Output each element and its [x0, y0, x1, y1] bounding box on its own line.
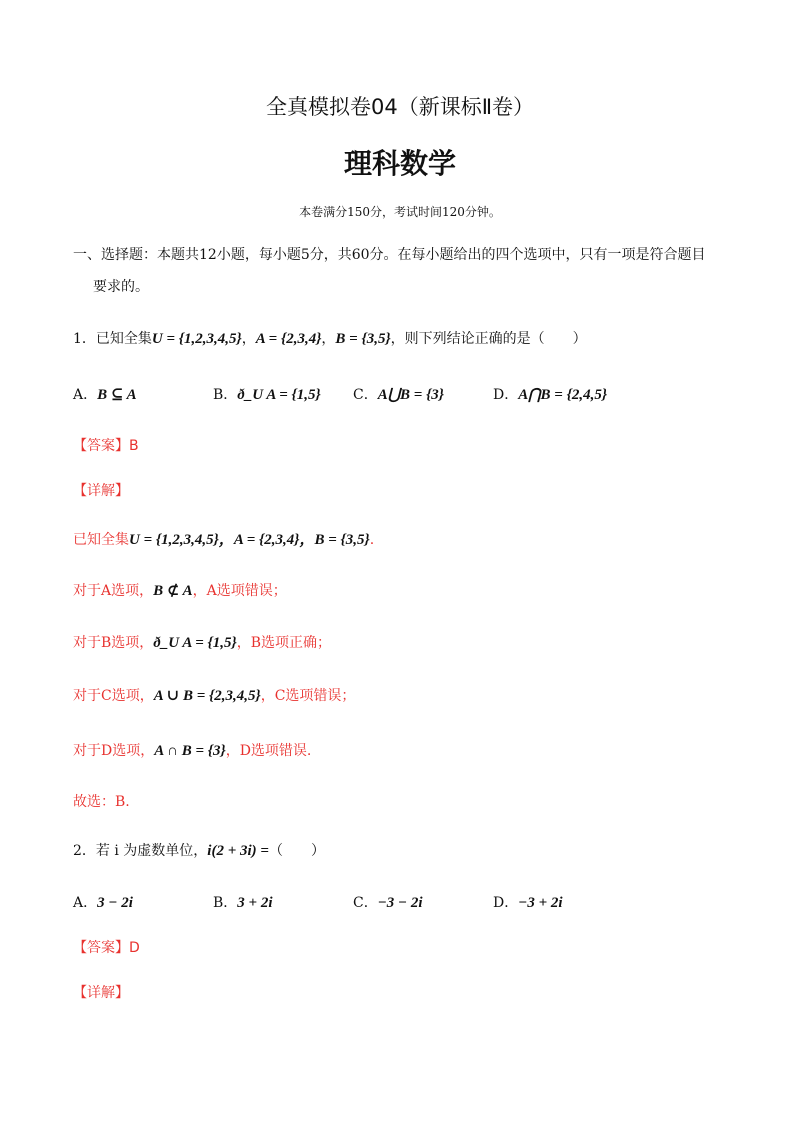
- question-2-text: 2．若 i 为虚数单位，: [73, 843, 208, 859]
- option-math: A⋃B = {3}: [377, 387, 445, 403]
- option-label: D．: [493, 895, 519, 911]
- solution-math: A ∪ B = {2,3,4,5}: [153, 688, 261, 704]
- question-1-text-end: ，则下列结论正确的是（ ）: [390, 331, 587, 347]
- question-2-stem: [73, 841, 325, 861]
- solution-tail: ，B选项正确；: [236, 635, 332, 651]
- option-math: −3 − 2i: [377, 895, 423, 911]
- question-2-math: i(2 + 3i) =: [207, 843, 269, 859]
- solution-line: [73, 741, 311, 761]
- subject-title: 理科数学: [343, 147, 456, 180]
- question-1-option-b: [213, 385, 321, 405]
- option-label: A．: [73, 895, 98, 911]
- solution-line: [73, 530, 374, 550]
- solution-tail: ，A选项错误；: [192, 583, 287, 599]
- question-1-set-b: B = {3,5}: [335, 331, 391, 347]
- question-1-option-a: [73, 385, 137, 405]
- question-1-detail-heading: 【详解】: [73, 483, 129, 499]
- solution-line: [73, 581, 287, 601]
- solution-math: ð_U A = {1,5}: [153, 635, 237, 651]
- option-math: −3 + 2i: [518, 895, 563, 911]
- option-label: A．: [73, 387, 98, 403]
- option-math: A⋂B = {2,4,5}: [518, 387, 608, 403]
- option-label: B．: [213, 387, 238, 403]
- solution-tail: .: [369, 532, 375, 548]
- question-2-text-end: （ ）: [268, 843, 325, 859]
- option-label: D．: [493, 387, 519, 403]
- question-1-answer: 【答案】B: [73, 438, 139, 454]
- option-math: ð_U A = {1,5}: [237, 387, 321, 403]
- question-1-option-d: [493, 385, 607, 405]
- question-1-stem: [73, 329, 587, 349]
- exam-note: 本卷满分150分，考试时间120分钟。: [299, 205, 501, 219]
- solution-conclusion: 故选：B.: [73, 794, 130, 810]
- question-2-option-a: [73, 893, 133, 913]
- section-instruction: 一、选择题：本题共12小题，每小题5分，共60分。在每小题给出的四个选项中，只有一项是符合题目: [73, 247, 706, 263]
- question-1-sep-1: ，: [241, 331, 256, 347]
- solution-text: 对于B选项，: [73, 635, 154, 651]
- solution-text: 对于C选项，: [73, 688, 154, 704]
- option-math: B ⊆ A: [97, 387, 137, 403]
- option-label: C．: [353, 387, 378, 403]
- question-2-option-d: [493, 893, 563, 913]
- question-1-option-c: [353, 385, 444, 405]
- option-label: C．: [353, 895, 378, 911]
- exam-title: 全真模拟卷04（新课标Ⅱ卷）: [265, 95, 535, 119]
- question-1-set-u: U = {1,2,3,4,5}: [151, 331, 242, 347]
- question-2-detail-heading: 【详解】: [73, 985, 129, 1001]
- question-2-option-c: [353, 893, 423, 913]
- solution-text: 已知全集: [73, 532, 129, 548]
- solution-text: 对于A选项，: [73, 583, 154, 599]
- question-1-sep-2: ，: [321, 331, 336, 347]
- option-math: 3 − 2i: [97, 895, 133, 911]
- question-1-set-a: A = {2,3,4}: [255, 331, 322, 347]
- solution-math: A ∩ B = {3}: [154, 743, 226, 759]
- solution-math: U = {1,2,3,4,5}，A = {2,3,4}，B = {3,5}: [129, 532, 370, 548]
- option-label: B．: [213, 895, 238, 911]
- option-math: 3 + 2i: [237, 895, 273, 911]
- section-instruction-cont: 要求的。: [93, 279, 149, 295]
- question-2-answer: 【答案】D: [73, 940, 140, 956]
- solution-tail: ，C选项错误；: [260, 688, 356, 704]
- solution-line: [73, 633, 331, 653]
- solution-text: 对于D选项，: [73, 743, 155, 759]
- solution-math: B ⊄ A: [153, 583, 193, 599]
- solution-tail: ，D选项错误.: [225, 743, 312, 759]
- question-2-option-b: [213, 893, 273, 913]
- question-1-text: 1．已知全集: [73, 331, 152, 347]
- solution-line: [73, 686, 355, 706]
